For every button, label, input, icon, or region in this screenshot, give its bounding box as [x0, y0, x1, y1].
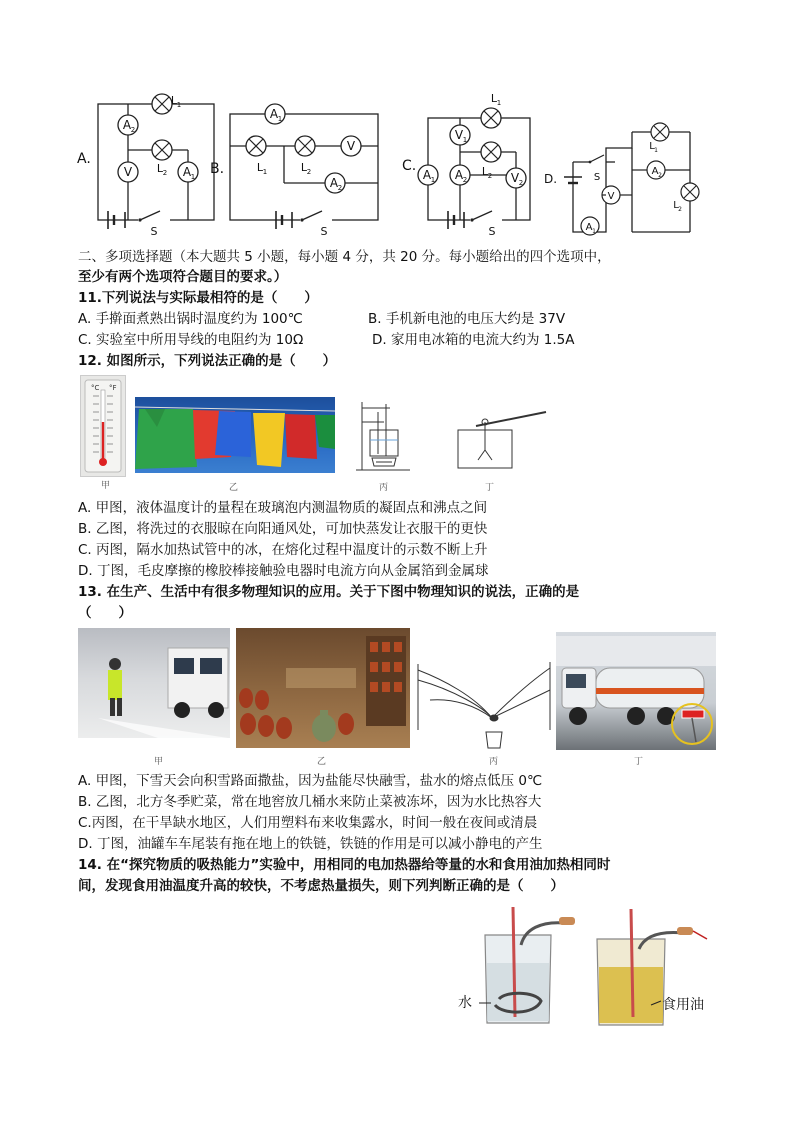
cooking-oil-label: 食用油 [662, 997, 704, 1013]
svg-text:1: 1 [496, 99, 502, 107]
q14-stem-line2: 间，发现食用油温度升高的较快，不考虑热量损失，则下列判断正确的是（ ） [78, 878, 564, 894]
tanker-truck-image [556, 632, 716, 750]
svg-text:S: S [593, 172, 601, 183]
svg-text:1: 1 [262, 168, 268, 176]
q11-stem: 11.下列说法与实际最相符的是（ ） [78, 290, 318, 306]
svg-text:2: 2 [462, 176, 468, 184]
q12-caption-ding: 丁 [485, 483, 495, 493]
q11-option-b: B. 手机新电池的电压大约是 37V [368, 311, 566, 327]
svg-text:L: L [481, 165, 489, 178]
svg-text:S: S [488, 225, 496, 238]
svg-text:2: 2 [337, 184, 343, 192]
q11-option-a: A. 手擀面煮熟出锅时温度约为 100℃ [78, 311, 303, 327]
svg-text:A: A [651, 166, 659, 177]
q12-option-b: B. 乙图，将洗过的衣服晾在向阳通风处，可加快蒸发让衣服干的更快 [78, 521, 488, 537]
svg-text:2: 2 [678, 206, 682, 213]
svg-text:A: A [269, 107, 279, 121]
svg-text:S: S [150, 225, 158, 238]
svg-text:2: 2 [306, 168, 312, 176]
svg-text:A: A [454, 168, 464, 182]
q13-stem-line1: 13. 在生产、生活中有很多物理知识的应用。关于下图中物理知识的说法，正确的是 [78, 584, 580, 600]
q13-caption-ding: 丁 [634, 757, 644, 767]
svg-text:A: A [122, 118, 132, 132]
svg-text:V: V [454, 128, 464, 142]
svg-text:L: L [673, 200, 679, 211]
svg-text:°C: °C [91, 384, 100, 392]
q11-option-c: C. 实验室中所用导线的电阻约为 10Ω [78, 332, 304, 348]
svg-text:L: L [156, 162, 164, 175]
svg-text:1: 1 [430, 176, 436, 184]
circuit-d-parts [581, 123, 699, 235]
svg-text:L: L [256, 161, 264, 174]
circuit-c-parts [418, 92, 526, 238]
section-heading-line2: 至少有两个选项符合题目的要求。） [78, 269, 288, 285]
svg-text:S: S [320, 225, 328, 238]
circuit-d [564, 132, 690, 232]
water-beaker [485, 907, 575, 1023]
svg-text:A: A [329, 176, 339, 190]
circuit-b-label: B. [210, 161, 225, 177]
q12-option-c: C. 丙图，隔水加热试管中的冰，在熔化过程中温度计的示数不断上升 [78, 542, 488, 558]
section-heading-line1: 二、多项选择题（本大题共 5 小题，每小题 4 分，共 20 分。每小题给出的四个选项中， [78, 249, 611, 265]
q12-option-d: D. 丁图，毛皮摩擦的橡胶棒接触验电器时电流方向从金属箔到金属球 [78, 563, 489, 579]
svg-text:°F: °F [109, 384, 117, 392]
svg-text:L: L [170, 94, 178, 107]
water-label: 水 [458, 995, 472, 1011]
cellar-image [236, 628, 410, 748]
svg-text:1: 1 [277, 115, 283, 123]
water-bath-apparatus [350, 398, 420, 474]
svg-text:V: V [510, 171, 520, 185]
svg-text:A: A [585, 222, 593, 233]
svg-text:V: V [346, 139, 356, 153]
circuit-a-label: A. [77, 151, 91, 167]
svg-text:A: A [182, 165, 192, 179]
q14-stem-line1: 14. 在“探究物质的吸热能力”实验中，用相同的电加热器给等量的水和食用油加热相同时 [78, 857, 611, 873]
circuit-c-label: C. [402, 158, 417, 174]
q13-stem-line2: （ ） [78, 605, 132, 621]
q11-option-d: D. 家用电冰箱的电流大约为 1.5A [372, 332, 575, 348]
svg-text:1: 1 [462, 136, 468, 144]
q12-caption-bing: 丙 [379, 483, 389, 493]
svg-text:1: 1 [654, 147, 658, 154]
q13-option-d: D. 丁图，油罐车车尾装有拖在地上的铁链，铁链的作用是可以减小静电的产生 [78, 836, 543, 852]
q12-stem: 12. 如图所示，下列说法正确的是（ ） [78, 353, 337, 369]
q13-caption-yi: 乙 [317, 757, 327, 767]
svg-text:2: 2 [162, 169, 168, 177]
dew-collection-diagram [414, 660, 554, 750]
q13-option-c: C.丙图，在干旱缺水地区，人们用塑料布来收集露水，时间一般在夜间或清晨 [78, 815, 538, 831]
svg-text:V: V [607, 191, 615, 202]
q12-caption-jia: 甲 [101, 481, 111, 491]
svg-text:2: 2 [487, 172, 493, 180]
electroscope-apparatus [450, 400, 550, 472]
svg-text:1: 1 [592, 228, 596, 235]
svg-text:L: L [490, 92, 498, 105]
q13-option-a: A. 甲图，下雪天会向积雪路面撒盐，因为盐能尽快融雪，盐水的熔点低压 0℃ [78, 773, 543, 789]
salting-road-image [78, 628, 230, 738]
thermometer-image [80, 375, 126, 477]
circuit-d-label: D. [544, 172, 558, 186]
svg-text:1: 1 [176, 101, 182, 109]
circuit-a-parts [118, 94, 198, 238]
q12-option-a: A. 甲图，液体温度计的量程在玻璃泡内测温物质的凝固点和沸点之间 [78, 500, 488, 516]
svg-text:1: 1 [190, 173, 196, 181]
q13-option-b: B. 乙图，北方冬季贮菜，常在地窖放几桶水来防止菜被冻坏，因为水比热容大 [78, 794, 542, 810]
svg-text:2: 2 [130, 126, 136, 134]
laundry-image [135, 397, 335, 473]
q13-caption-jia: 甲 [154, 757, 164, 767]
svg-text:L: L [649, 141, 655, 152]
circuit-b-parts [246, 104, 361, 238]
svg-text:V: V [123, 165, 133, 179]
svg-text:A: A [422, 168, 432, 182]
svg-text:L: L [300, 161, 308, 174]
svg-text:2: 2 [518, 179, 524, 187]
q12-caption-yi: 乙 [229, 483, 239, 493]
svg-text:2: 2 [658, 172, 662, 179]
circuit-diagrams [70, 80, 730, 238]
q13-caption-bing: 丙 [489, 757, 499, 767]
